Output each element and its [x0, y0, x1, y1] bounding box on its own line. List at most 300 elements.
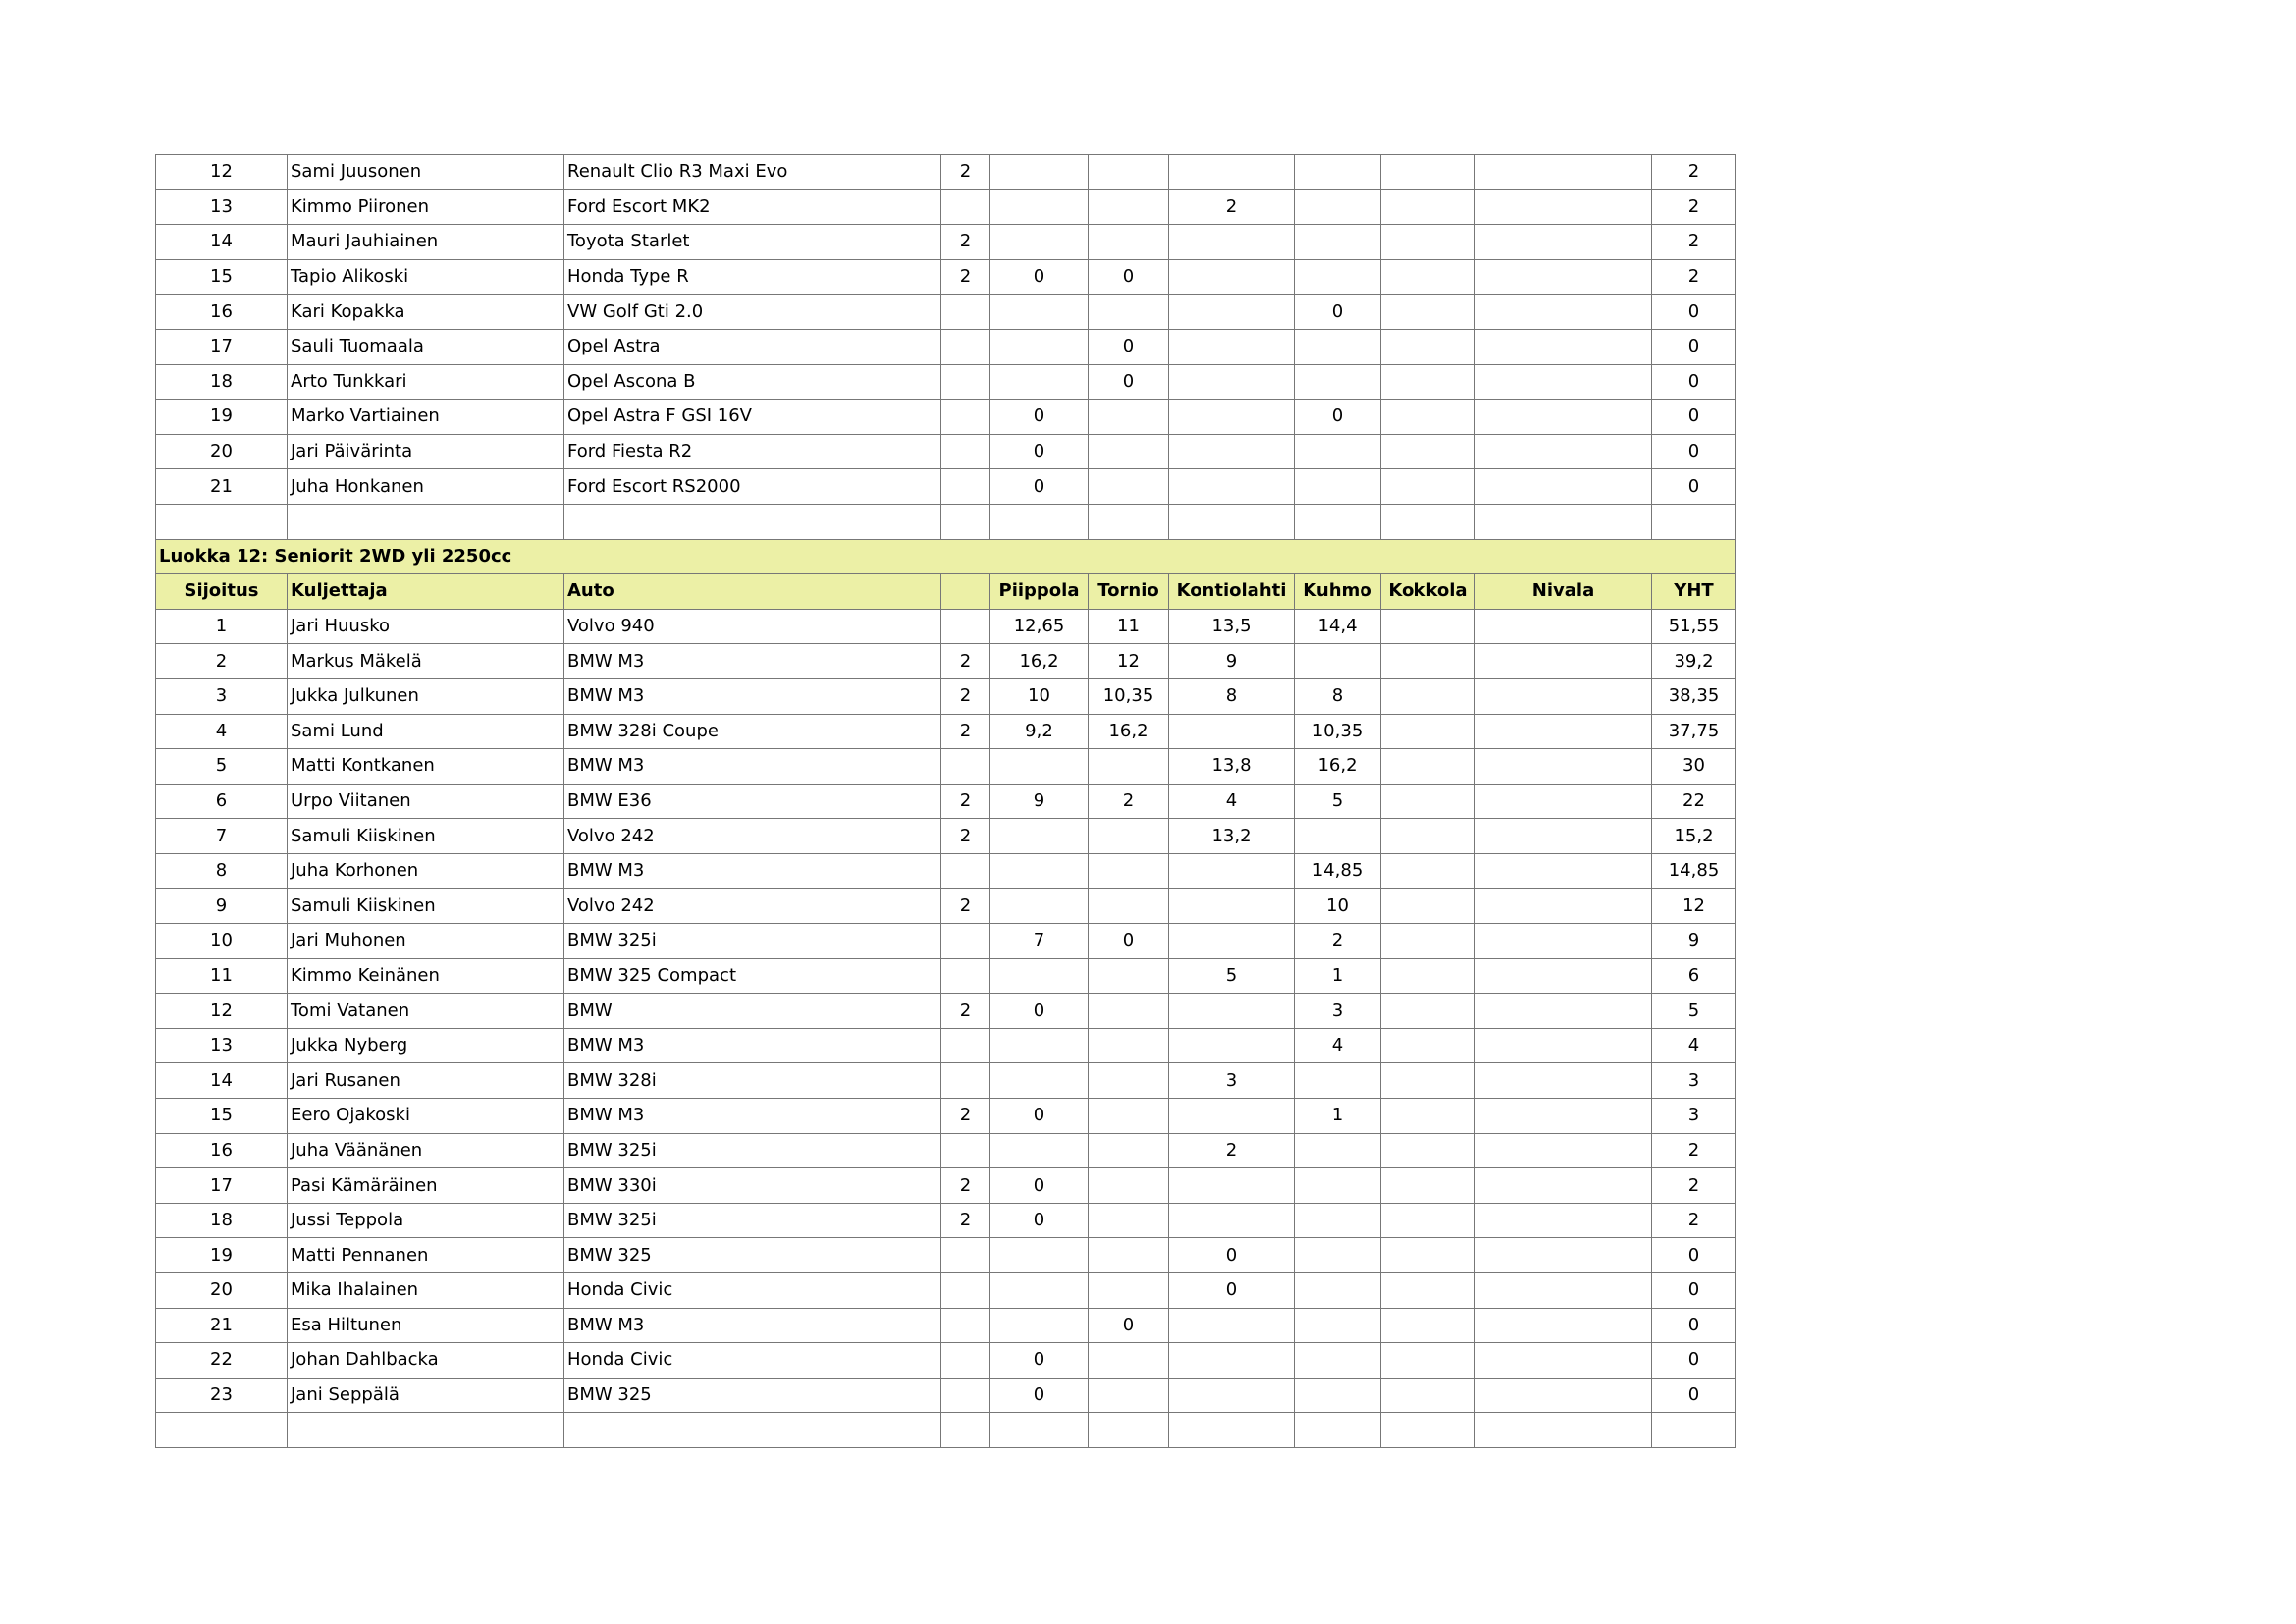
cell-nivala: [1475, 1308, 1652, 1343]
header-auto: Auto: [564, 574, 941, 610]
empty-cell: [1475, 1413, 1652, 1448]
cell-name: Arto Tunkkari: [288, 364, 564, 400]
cell-kuhmo: [1295, 434, 1381, 469]
cell-piippola: [990, 189, 1089, 225]
cell-name: Jari Muhonen: [288, 924, 564, 959]
cell-tornio: [1089, 1063, 1169, 1099]
cell-tornio: 16,2: [1089, 714, 1169, 749]
cell-x: 2: [941, 644, 990, 679]
cell-piippola: 0: [990, 1378, 1089, 1413]
cell-car: Volvo 242: [564, 819, 941, 854]
table-row: [156, 784, 1736, 819]
cell-car: BMW M3: [564, 1308, 941, 1343]
cell-yht: 2: [1652, 189, 1736, 225]
cell-name: Marko Vartiainen: [288, 400, 564, 435]
table-row: [156, 155, 1736, 190]
cell-yht: 22: [1652, 784, 1736, 819]
cell-yht: 9: [1652, 924, 1736, 959]
cell-piippola: [990, 155, 1089, 190]
cell-yht: 51,55: [1652, 609, 1736, 644]
empty-cell: [941, 1413, 990, 1448]
empty-row: [156, 504, 1736, 539]
cell-piippola: [990, 958, 1089, 994]
empty-cell: [156, 504, 288, 539]
cell-x: [941, 189, 990, 225]
class12-section: [156, 539, 1736, 609]
cell-x: [941, 400, 990, 435]
cell-pos: 12: [156, 155, 288, 190]
table-row: [156, 1063, 1736, 1099]
cell-x: 2: [941, 1099, 990, 1134]
table-row: [156, 469, 1736, 505]
cell-piippola: 16,2: [990, 644, 1089, 679]
cell-yht: 2: [1652, 259, 1736, 295]
cell-name: Sauli Tuomaala: [288, 329, 564, 364]
cell-pos: 5: [156, 749, 288, 785]
cell-name: Jari Päivärinta: [288, 434, 564, 469]
cell-kuhmo: [1295, 364, 1381, 400]
table-row: [156, 958, 1736, 994]
cell-car: Toyota Starlet: [564, 225, 941, 260]
cell-pos: 12: [156, 994, 288, 1029]
empty-cell: [941, 504, 990, 539]
cell-tornio: 0: [1089, 1308, 1169, 1343]
cell-tornio: [1089, 1099, 1169, 1134]
cell-kuhmo: 1: [1295, 958, 1381, 994]
cell-pos: 22: [156, 1343, 288, 1379]
header-kuljettaja: Kuljettaja: [288, 574, 564, 610]
cell-piippola: [990, 1238, 1089, 1273]
cell-nivala: [1475, 958, 1652, 994]
cell-yht: 3: [1652, 1063, 1736, 1099]
cell-kontiolahti: [1169, 434, 1295, 469]
cell-yht: 0: [1652, 1238, 1736, 1273]
cell-name: Markus Mäkelä: [288, 644, 564, 679]
cell-x: [941, 434, 990, 469]
cell-kokkola: [1381, 295, 1475, 330]
cell-kontiolahti: [1169, 1343, 1295, 1379]
cell-piippola: [990, 295, 1089, 330]
cell-tornio: [1089, 434, 1169, 469]
table-row: [156, 819, 1736, 854]
cell-name: Sami Lund: [288, 714, 564, 749]
cell-car: BMW 325: [564, 1378, 941, 1413]
cell-yht: 12: [1652, 889, 1736, 924]
cell-piippola: 0: [990, 469, 1089, 505]
cell-car: BMW 325: [564, 1238, 941, 1273]
cell-pos: 18: [156, 364, 288, 400]
cell-x: [941, 329, 990, 364]
cell-kontiolahti: 13,8: [1169, 749, 1295, 785]
cell-nivala: [1475, 1133, 1652, 1168]
cell-yht: 38,35: [1652, 678, 1736, 714]
cell-nivala: [1475, 155, 1652, 190]
table-row: [156, 225, 1736, 260]
cell-nivala: [1475, 819, 1652, 854]
cell-x: [941, 1308, 990, 1343]
cell-kokkola: [1381, 1203, 1475, 1238]
cell-kuhmo: [1295, 189, 1381, 225]
cell-kokkola: [1381, 644, 1475, 679]
cell-name: Johan Dahlbacka: [288, 1343, 564, 1379]
empty-cell: [1381, 504, 1475, 539]
empty-cell: [564, 504, 941, 539]
cell-kokkola: [1381, 434, 1475, 469]
cell-x: 2: [941, 1168, 990, 1204]
cell-tornio: 0: [1089, 329, 1169, 364]
cell-nivala: [1475, 644, 1652, 679]
cell-tornio: [1089, 189, 1169, 225]
cell-car: BMW 328i: [564, 1063, 941, 1099]
cell-pos: 17: [156, 1168, 288, 1204]
cell-tornio: [1089, 1378, 1169, 1413]
cell-pos: 14: [156, 1063, 288, 1099]
cell-nivala: [1475, 1273, 1652, 1309]
cell-tornio: [1089, 749, 1169, 785]
previous-class-rows: [156, 155, 1736, 540]
class-title-row: [156, 539, 1736, 574]
cell-car: Opel Astra: [564, 329, 941, 364]
table-row: [156, 259, 1736, 295]
table-row: [156, 853, 1736, 889]
cell-car: VW Golf Gti 2.0: [564, 295, 941, 330]
empty-cell: [288, 504, 564, 539]
cell-x: [941, 853, 990, 889]
header-kontiolahti: Kontiolahti: [1169, 574, 1295, 610]
cell-kontiolahti: 2: [1169, 189, 1295, 225]
cell-piippola: [990, 1273, 1089, 1309]
empty-cell: [1089, 1413, 1169, 1448]
cell-kokkola: [1381, 958, 1475, 994]
cell-piippola: 7: [990, 924, 1089, 959]
cell-kuhmo: [1295, 329, 1381, 364]
cell-piippola: [990, 853, 1089, 889]
cell-car: Volvo 242: [564, 889, 941, 924]
cell-piippola: 12,65: [990, 609, 1089, 644]
cell-yht: 4: [1652, 1028, 1736, 1063]
cell-kontiolahti: [1169, 469, 1295, 505]
cell-kuhmo: 0: [1295, 295, 1381, 330]
cell-kokkola: [1381, 749, 1475, 785]
table-row: [156, 1308, 1736, 1343]
cell-kokkola: [1381, 155, 1475, 190]
cell-name: Samuli Kiiskinen: [288, 889, 564, 924]
cell-name: Kari Kopakka: [288, 295, 564, 330]
cell-pos: 13: [156, 1028, 288, 1063]
cell-yht: 0: [1652, 400, 1736, 435]
cell-x: [941, 749, 990, 785]
cell-piippola: [990, 1133, 1089, 1168]
cell-nivala: [1475, 225, 1652, 260]
empty-row: [156, 1413, 1736, 1448]
cell-piippola: [990, 1028, 1089, 1063]
cell-kokkola: [1381, 1308, 1475, 1343]
cell-kontiolahti: [1169, 329, 1295, 364]
cell-pos: 2: [156, 644, 288, 679]
column-header-row: [156, 574, 1736, 610]
cell-kontiolahti: 2: [1169, 1133, 1295, 1168]
empty-cell: [1381, 1413, 1475, 1448]
cell-kontiolahti: 13,2: [1169, 819, 1295, 854]
cell-yht: 2: [1652, 1203, 1736, 1238]
cell-car: BMW M3: [564, 853, 941, 889]
cell-nivala: [1475, 469, 1652, 505]
cell-name: Juha Väänänen: [288, 1133, 564, 1168]
cell-pos: 3: [156, 678, 288, 714]
cell-pos: 4: [156, 714, 288, 749]
cell-nivala: [1475, 678, 1652, 714]
cell-x: [941, 1028, 990, 1063]
cell-pos: 19: [156, 400, 288, 435]
cell-tornio: [1089, 819, 1169, 854]
cell-car: BMW E36: [564, 784, 941, 819]
cell-piippola: [990, 749, 1089, 785]
standings-sheet: [155, 154, 1736, 1448]
cell-name: Juha Korhonen: [288, 853, 564, 889]
cell-kokkola: [1381, 819, 1475, 854]
cell-kontiolahti: [1169, 1168, 1295, 1204]
cell-kontiolahti: [1169, 994, 1295, 1029]
cell-pos: 19: [156, 1238, 288, 1273]
cell-kontiolahti: [1169, 1203, 1295, 1238]
cell-tornio: 0: [1089, 924, 1169, 959]
cell-yht: 14,85: [1652, 853, 1736, 889]
cell-car: BMW M3: [564, 678, 941, 714]
cell-x: 2: [941, 889, 990, 924]
cell-kontiolahti: [1169, 714, 1295, 749]
cell-kuhmo: [1295, 469, 1381, 505]
cell-name: Mika Ihalainen: [288, 1273, 564, 1309]
cell-tornio: [1089, 1203, 1169, 1238]
cell-nivala: [1475, 784, 1652, 819]
cell-x: [941, 1238, 990, 1273]
cell-kontiolahti: [1169, 225, 1295, 260]
cell-pos: 21: [156, 1308, 288, 1343]
cell-car: Volvo 940: [564, 609, 941, 644]
cell-tornio: [1089, 155, 1169, 190]
cell-pos: 18: [156, 1203, 288, 1238]
cell-tornio: 11: [1089, 609, 1169, 644]
cell-yht: 0: [1652, 329, 1736, 364]
cell-car: BMW: [564, 994, 941, 1029]
cell-kokkola: [1381, 1063, 1475, 1099]
cell-x: [941, 469, 990, 505]
cell-car: BMW M3: [564, 644, 941, 679]
cell-kuhmo: 0: [1295, 400, 1381, 435]
cell-piippola: 0: [990, 1099, 1089, 1134]
cell-kokkola: [1381, 225, 1475, 260]
cell-pos: 1: [156, 609, 288, 644]
cell-kokkola: [1381, 1273, 1475, 1309]
cell-x: [941, 364, 990, 400]
header-yht: YHT: [1652, 574, 1736, 610]
cell-pos: 17: [156, 329, 288, 364]
table-row: [156, 189, 1736, 225]
cell-kontiolahti: [1169, 1378, 1295, 1413]
cell-x: [941, 958, 990, 994]
cell-yht: 0: [1652, 295, 1736, 330]
header-nivala: Nivala: [1475, 574, 1652, 610]
cell-tornio: [1089, 295, 1169, 330]
cell-yht: 0: [1652, 1308, 1736, 1343]
cell-yht: 0: [1652, 1378, 1736, 1413]
cell-nivala: [1475, 853, 1652, 889]
empty-cell: [1652, 504, 1736, 539]
cell-tornio: 10,35: [1089, 678, 1169, 714]
cell-piippola: 0: [990, 1168, 1089, 1204]
cell-piippola: [990, 1063, 1089, 1099]
cell-name: Tomi Vatanen: [288, 994, 564, 1029]
cell-kokkola: [1381, 714, 1475, 749]
cell-kokkola: [1381, 1378, 1475, 1413]
cell-x: [941, 1133, 990, 1168]
cell-kuhmo: 3: [1295, 994, 1381, 1029]
cell-car: Honda Civic: [564, 1343, 941, 1379]
cell-nivala: [1475, 329, 1652, 364]
cell-kontiolahti: [1169, 924, 1295, 959]
cell-tornio: 12: [1089, 644, 1169, 679]
cell-x: 2: [941, 819, 990, 854]
cell-tornio: 0: [1089, 364, 1169, 400]
cell-kokkola: [1381, 784, 1475, 819]
cell-pos: 23: [156, 1378, 288, 1413]
cell-name: Mauri Jauhiainen: [288, 225, 564, 260]
cell-car: BMW 325i: [564, 924, 941, 959]
cell-kontiolahti: [1169, 853, 1295, 889]
cell-kokkola: [1381, 364, 1475, 400]
cell-tornio: [1089, 1133, 1169, 1168]
cell-x: 2: [941, 155, 990, 190]
cell-piippola: [990, 364, 1089, 400]
cell-kuhmo: [1295, 259, 1381, 295]
cell-kokkola: [1381, 678, 1475, 714]
cell-piippola: 9,2: [990, 714, 1089, 749]
cell-yht: 5: [1652, 994, 1736, 1029]
cell-car: BMW 330i: [564, 1168, 941, 1204]
class-title-end-cell: [1652, 539, 1736, 574]
cell-piippola: 0: [990, 259, 1089, 295]
table-row: [156, 364, 1736, 400]
table-row: [156, 1343, 1736, 1379]
cell-kontiolahti: [1169, 400, 1295, 435]
cell-x: [941, 1343, 990, 1379]
empty-cell: [990, 504, 1089, 539]
cell-yht: 37,75: [1652, 714, 1736, 749]
cell-tornio: [1089, 994, 1169, 1029]
cell-nivala: [1475, 1063, 1652, 1099]
table-row: [156, 1273, 1736, 1309]
cell-kuhmo: [1295, 1273, 1381, 1309]
cell-x: 2: [941, 1203, 990, 1238]
cell-kontiolahti: [1169, 364, 1295, 400]
cell-piippola: [990, 819, 1089, 854]
cell-yht: 0: [1652, 1273, 1736, 1309]
cell-car: BMW M3: [564, 1028, 941, 1063]
cell-kuhmo: [1295, 1203, 1381, 1238]
header-piippola: Piippola: [990, 574, 1089, 610]
cell-nivala: [1475, 749, 1652, 785]
cell-yht: 0: [1652, 364, 1736, 400]
cell-kuhmo: [1295, 225, 1381, 260]
cell-yht: 2: [1652, 1133, 1736, 1168]
cell-kuhmo: [1295, 1238, 1381, 1273]
cell-nivala: [1475, 609, 1652, 644]
cell-name: Esa Hiltunen: [288, 1308, 564, 1343]
cell-yht: 2: [1652, 225, 1736, 260]
cell-yht: 6: [1652, 958, 1736, 994]
cell-yht: 0: [1652, 1343, 1736, 1379]
cell-kontiolahti: [1169, 259, 1295, 295]
cell-x: [941, 1273, 990, 1309]
cell-kokkola: [1381, 994, 1475, 1029]
cell-pos: 16: [156, 295, 288, 330]
cell-yht: 0: [1652, 434, 1736, 469]
cell-kokkola: [1381, 189, 1475, 225]
cell-kontiolahti: [1169, 1099, 1295, 1134]
cell-piippola: 0: [990, 400, 1089, 435]
table-row: [156, 609, 1736, 644]
cell-kokkola: [1381, 259, 1475, 295]
cell-nivala: [1475, 1099, 1652, 1134]
cell-piippola: [990, 889, 1089, 924]
cell-car: BMW M3: [564, 749, 941, 785]
cell-nivala: [1475, 1168, 1652, 1204]
cell-pos: 8: [156, 853, 288, 889]
cell-tornio: [1089, 225, 1169, 260]
cell-yht: 39,2: [1652, 644, 1736, 679]
cell-kontiolahti: [1169, 889, 1295, 924]
cell-nivala: [1475, 400, 1652, 435]
cell-pos: 15: [156, 1099, 288, 1134]
cell-pos: 15: [156, 259, 288, 295]
cell-nivala: [1475, 295, 1652, 330]
cell-name: Tapio Alikoski: [288, 259, 564, 295]
cell-tornio: 2: [1089, 784, 1169, 819]
cell-x: 2: [941, 259, 990, 295]
cell-kuhmo: 2: [1295, 924, 1381, 959]
cell-kokkola: [1381, 329, 1475, 364]
class-title: Luokka 12: Seniorit 2WD yli 2250cc: [156, 539, 1652, 574]
cell-kuhmo: [1295, 819, 1381, 854]
cell-nivala: [1475, 1238, 1652, 1273]
table-row: [156, 295, 1736, 330]
cell-kontiolahti: [1169, 295, 1295, 330]
cell-car: Honda Civic: [564, 1273, 941, 1309]
cell-name: Samuli Kiiskinen: [288, 819, 564, 854]
cell-car: BMW 325i: [564, 1203, 941, 1238]
table-row: [156, 1238, 1736, 1273]
cell-nivala: [1475, 1203, 1652, 1238]
cell-x: 2: [941, 714, 990, 749]
table-row: [156, 1028, 1736, 1063]
cell-kokkola: [1381, 1343, 1475, 1379]
cell-tornio: [1089, 1343, 1169, 1379]
cell-pos: 9: [156, 889, 288, 924]
cell-tornio: [1089, 1028, 1169, 1063]
empty-cell: [1475, 504, 1652, 539]
cell-tornio: 0: [1089, 259, 1169, 295]
cell-x: [941, 924, 990, 959]
table-row: [156, 644, 1736, 679]
cell-yht: 2: [1652, 1168, 1736, 1204]
cell-kontiolahti: 0: [1169, 1273, 1295, 1309]
cell-nivala: [1475, 1028, 1652, 1063]
cell-pos: 6: [156, 784, 288, 819]
cell-x: [941, 609, 990, 644]
table-row: [156, 924, 1736, 959]
table-row: [156, 1203, 1736, 1238]
cell-pos: 20: [156, 1273, 288, 1309]
